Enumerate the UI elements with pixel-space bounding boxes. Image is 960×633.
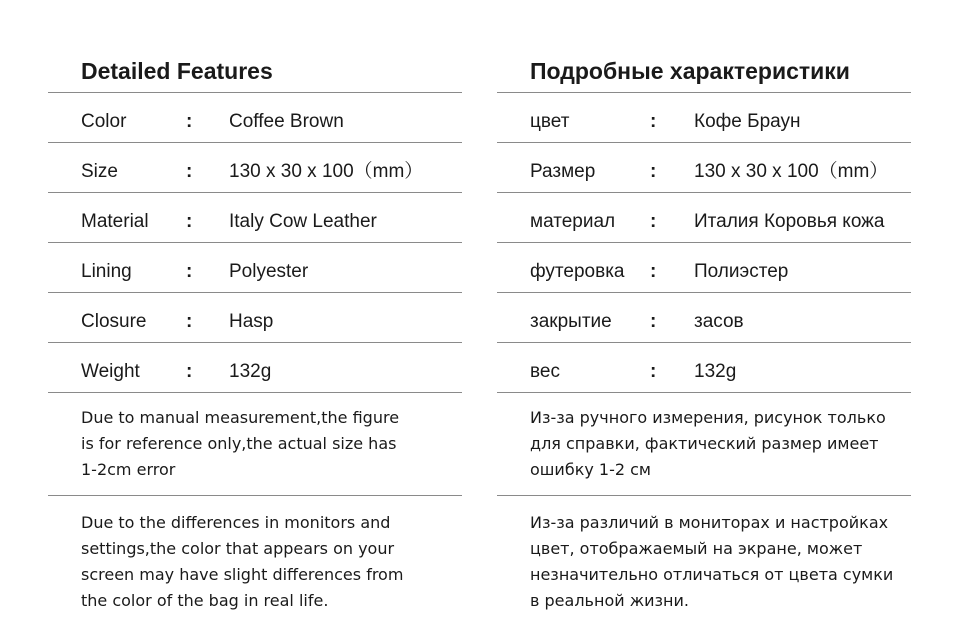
spec-value: засов (694, 311, 744, 332)
spec-row-material (497, 193, 911, 243)
spec-value: 132g (229, 361, 272, 382)
spec-row-closure (48, 293, 462, 343)
spec-value: Coffee Brown (229, 111, 344, 132)
spec-column-english (48, 0, 462, 626)
spec-label: Weight (81, 361, 140, 382)
spec-value: 130 x 30 x 100（mm） (229, 161, 424, 182)
note-line: для справки, фактический размер имеет (530, 434, 879, 453)
spec-value: Кофе Браун (694, 111, 801, 132)
spec-label: Size (81, 161, 118, 182)
spec-separator: : (650, 361, 657, 382)
spec-row-weight (48, 343, 462, 393)
color-note (48, 496, 462, 626)
note-line: Из-за ручного измерения, рисунок только (530, 408, 886, 427)
spec-row-material (48, 193, 462, 243)
spec-label: материал (530, 211, 616, 232)
note-line: settings,the color that appears on your (81, 539, 395, 558)
spec-label: Material (81, 211, 149, 232)
spec-separator: : (186, 111, 193, 132)
spec-separator: : (650, 161, 657, 182)
spec-label: Color (81, 111, 127, 132)
note-line: Due to the differences in monitors and (81, 513, 391, 532)
spec-label: Размер (530, 161, 596, 182)
spec-row-closure (497, 293, 911, 343)
spec-label: вес (530, 361, 560, 382)
spec-value: Hasp (229, 311, 274, 332)
spec-label: Closure (81, 311, 147, 332)
spec-column-russian (497, 0, 911, 626)
spec-row-lining (497, 243, 911, 293)
section-title: Подробные характеристики (497, 0, 911, 93)
section-title: Detailed Features (48, 0, 462, 93)
color-note (497, 496, 911, 626)
spec-value: Италия Коровья кожа (694, 211, 885, 232)
note-line: Из-за различий в мониторах и настройках (530, 513, 889, 532)
spec-separator: : (650, 311, 657, 332)
spec-label: цвет (530, 111, 570, 132)
spec-separator: : (650, 261, 657, 282)
spec-row-color (497, 93, 911, 143)
note-line: Due to manual measurement,the figure (81, 408, 400, 427)
note-line: незначительно отличаться от цвета сумки (530, 565, 894, 584)
spec-label: закрытие (530, 311, 612, 332)
spec-separator: : (186, 161, 193, 182)
note-line: 1-2cm error (81, 460, 176, 479)
spec-separator: : (186, 211, 193, 232)
spec-row-size (48, 143, 462, 193)
spec-row-size (497, 143, 911, 193)
measurement-note (497, 393, 911, 496)
spec-row-weight (497, 343, 911, 393)
note-line: the color of the bag in real life. (81, 591, 329, 610)
spec-separator: : (650, 111, 657, 132)
spec-value: 130 x 30 x 100（mm） (694, 161, 889, 182)
spec-separator: : (186, 361, 193, 382)
spec-separator: : (650, 211, 657, 232)
note-line: ошибку 1-2 см (530, 460, 651, 479)
measurement-note (48, 393, 462, 496)
note-line: is for reference only,the actual size has (81, 434, 397, 453)
spec-label: Lining (81, 261, 132, 282)
spec-row-color (48, 93, 462, 143)
spec-value: Polyester (229, 261, 309, 282)
spec-row-lining (48, 243, 462, 293)
spec-separator: : (186, 311, 193, 332)
spec-separator: : (186, 261, 193, 282)
spec-value: Полиэстер (694, 261, 789, 282)
note-line: в реальной жизни. (530, 591, 689, 610)
spec-value: 132g (694, 361, 737, 382)
note-line: screen may have slight differences from (81, 565, 404, 584)
spec-value: Italy Cow Leather (229, 211, 377, 232)
note-line: цвет, отображаемый на экране, может (530, 539, 863, 558)
spec-label: футеровка (530, 261, 625, 282)
